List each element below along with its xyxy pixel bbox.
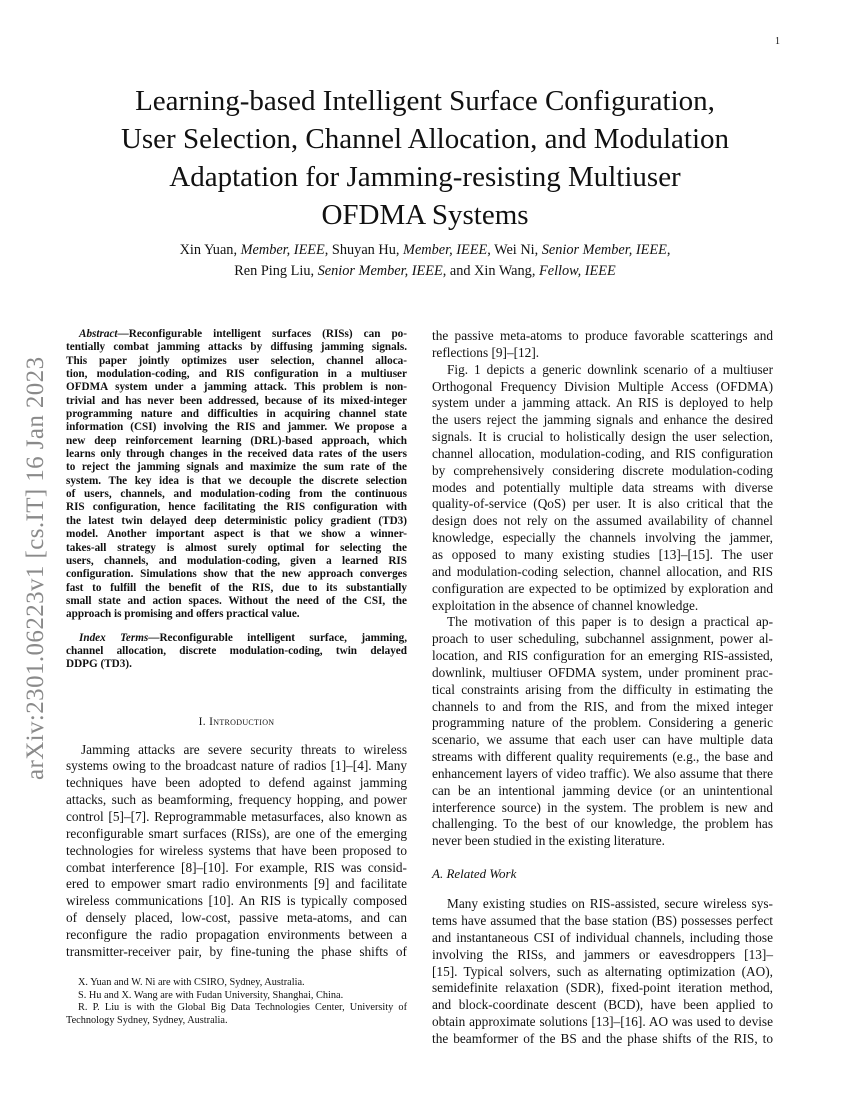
subsection-heading-related-work: A. Related Work <box>432 866 517 882</box>
abstract-line: new deep reinforcement learning (DRL)-based approach, which <box>66 434 407 447</box>
text-line: streams with different quality requirements (e.g., the base and <box>432 749 773 765</box>
abstract-line: programming nature and difficulties in acquiring channel state <box>66 408 407 421</box>
text-line: the beamformer of the BS and the phase shifts of the RIS, to <box>432 1030 773 1046</box>
abstract-line: OFDMA system under a jamming attack. This problem is non- <box>66 381 407 394</box>
text-line: scenario, we assume that each user can have multiple data <box>432 732 773 748</box>
text-line: control [5]–[7]. Reprogrammable metasurfaces, also known as <box>66 808 407 824</box>
index-terms <box>66 632 407 672</box>
text-line: technologies for wireless systems that have been proposed to <box>66 842 407 858</box>
abstract-line: configuration. Simulations show that the new approach converges <box>66 568 407 581</box>
text-line: modes and potentially multiple data streams with diverse <box>432 479 773 495</box>
abstract-line: Abstract—Reconfigurable intelligent surfaces (RISs) can po- <box>79 328 407 340</box>
text-line: of densely placed, low-cost, passive meta-atoms, and can <box>66 910 407 926</box>
text-line: exploitation in the absence of channel knowledge. <box>432 597 699 613</box>
text-line: obtain approximate solutions [13]–[16]. AO was used to devise <box>432 1014 773 1030</box>
text-line: and instantaneous CSI of individual channels, including those <box>432 929 773 945</box>
abstract-line: users, channels, and modulation-coding, given a learned RIS <box>66 554 407 567</box>
paragraph-continued <box>432 328 773 362</box>
text-line: and block-coordinate descent (BCD), have been applied to <box>432 997 773 1013</box>
abstract-line: model. Another important aspect is that we show a winner- <box>66 528 407 541</box>
text-line: the users reject the jamming signals and enhance the desired <box>432 412 773 428</box>
paragraph-related-work <box>432 896 773 1048</box>
title-line: User Selection, Channel Allocation, and Modulation <box>120 123 730 155</box>
author-membership: Member, IEEE <box>403 242 488 258</box>
text-line: attacks, such as beamforming, frequency hopping, and power <box>66 792 407 808</box>
text-line: the passive meta-atoms to produce favorable scatterings and <box>432 328 773 343</box>
footnote: Technology Sydney, Sydney, Australia. <box>66 1014 228 1026</box>
text-line: [15]. Typical solvers, such as alternating optimization (AO), <box>432 963 773 979</box>
abstract-line: information (CSI) involving the RIS and jammer. We propose a <box>66 421 407 434</box>
abstract-line: of users, channels, and modulation-coding from the continuous <box>66 488 407 501</box>
abstract-line: learns only through changes in the received data rates of the users <box>66 448 407 461</box>
page-number: 1 <box>775 36 780 47</box>
text-line: Orthogonal Frequency Division Multiple Access (OFDMA) <box>432 378 773 394</box>
text-line: can be an intentional jamming device (or an unintentional <box>432 782 773 798</box>
index-terms-line: DDPG (TD3). <box>66 658 132 671</box>
abstract-line: tentially combat jamming attacks by diffusing jamming signals. <box>66 341 407 354</box>
text-line: signals. It is crucial to holistically design the user selection, <box>432 429 773 445</box>
footnote: R. P. Liu is with the Global Big Data Technologies Center, University of <box>78 1002 407 1014</box>
text-line: design does not rely on the assumed availability of channel <box>432 513 773 529</box>
abstract-line: trivial and has never been addressed, because of its mixed-integer <box>66 394 407 407</box>
abstract-line: tion, modulation-coding, and RIS configuration in a multiuser <box>66 368 407 381</box>
footnote: X. Yuan and W. Ni are with CSIRO, Sydney, Australia. <box>78 977 305 988</box>
author-name: , and Xin Wang, <box>442 263 539 279</box>
author-membership: Senior Member, IEEE <box>541 242 667 258</box>
arxiv-identifier-stamp: arXiv:2301.06223v1 [cs.IT] 16 Jan 2023 <box>22 356 49 780</box>
text-line: as opposed to many existing studies [13]–[15]. The user <box>432 546 773 562</box>
text-line: enhancement layers of video traffic). We also assume that there <box>432 765 773 781</box>
abstract-line: RIS configuration, hence facilitating the RIS configuration with <box>66 501 407 514</box>
abstract-line: to reject the jamming signals and maximize the sum rate of the <box>66 461 407 474</box>
text-line: never been studied in the existing literature. <box>432 833 665 849</box>
section-heading-introduction: I. Introduction <box>198 715 275 728</box>
text-line: configuration are expected to be optimized by exploration and <box>432 580 773 596</box>
text-line: systems owing to the broadcast nature of radios [1]–[4]. Many <box>66 758 407 774</box>
text-line: The motivation of this paper is to design a practical ap- <box>447 614 773 630</box>
text-line: wireless communications [10]. An RIS is typically composed <box>66 893 407 909</box>
text-line: combat interference [8]–[10]. For example, RIS was consid- <box>66 859 407 875</box>
abstract-line: fast to fulfill the benefit of the RIS, due to its substantially <box>66 581 407 594</box>
text-line: by comprehensively considering discrete modulation-coding <box>432 462 773 478</box>
text-line: Fig. 1 depicts a generic downlink scenario of a multiuser <box>447 361 773 377</box>
introduction-paragraph <box>66 742 407 961</box>
text-line: interference source) in the system. The problem is new and <box>432 799 773 815</box>
text-line: reflections [9]–[12]. <box>432 344 540 360</box>
author-line <box>70 261 780 282</box>
footnotes <box>66 977 407 1027</box>
paragraph-fig1-scenario <box>432 362 773 615</box>
title-line: Adaptation for Jamming-resisting Multiuser <box>169 161 681 193</box>
index-terms-label: Index Terms <box>79 631 149 644</box>
title-line: Learning-based Intelligent Surface Configuration, <box>135 85 715 117</box>
index-terms-line: channel allocation, discrete modulation-coding, twin delayed <box>66 644 407 657</box>
text-line: knowledge, especially the channels involving the jammer, <box>432 530 773 546</box>
author-name: Ren Ping Liu, <box>234 263 318 279</box>
right-column <box>432 328 773 1048</box>
abstract-label: Abstract <box>79 328 118 340</box>
paper-title <box>70 82 780 234</box>
text-line: channels to and from the RIS, and from the mixed integer <box>432 698 773 714</box>
text-line: tems have assumed that the base station (BS) possesses perfect <box>432 913 773 928</box>
text-line: proach to user scheduling, subchannel assignment, power al- <box>432 631 773 647</box>
text-line: location, and RIS configuration for an emerging RIS-assisted, <box>432 648 773 664</box>
text-line: techniques have been adopted to defend against jamming <box>66 775 407 791</box>
text-line: and modulation-coding selection, channel allocation, and RIS <box>432 563 773 579</box>
footnote: S. Hu and X. Wang are with Fudan University, Shanghai, China. <box>78 989 344 1001</box>
abstract-line: This paper jointly optimizes user selection, channel alloca- <box>66 354 407 367</box>
author-line <box>70 240 780 261</box>
abstract-line: small state and action spaces. Without the need of the CSI, the <box>66 594 407 607</box>
abstract <box>66 328 407 622</box>
text-line: transmitter-receiver pair, by fine-tuning the phase shifts of <box>66 943 407 959</box>
author-membership: Senior Member, IEEE <box>317 263 443 279</box>
abstract-line: the latest twin delayed deep deterministic policy gradient (TD3) <box>66 514 407 527</box>
text-line: ered to empower smart radio environments [9] and facilitate <box>66 876 407 892</box>
author-name: Xin Yuan, <box>179 242 241 258</box>
author-name: , Wei Ni, <box>487 242 542 258</box>
author-membership: Member, IEEE <box>240 242 325 258</box>
abstract-line: approach is promising and offers practical value. <box>66 608 300 621</box>
text-line: involving the RISs, and jammers or eavesdroppers [13]– <box>432 946 773 962</box>
text-line: downlink, multiuser OFDMA system, under prominent prac- <box>432 664 773 680</box>
text-line: reconfigure the radio propagation environments between a <box>66 926 407 942</box>
text-line: programming nature of the problem. Considering a generic <box>432 715 773 731</box>
text-line: tical constraints arising from the difficulty in estimating the <box>432 681 773 697</box>
index-terms-line: Index Terms—Reconfigurable intelligent surface, jamming, <box>79 631 407 644</box>
author-list <box>70 240 780 282</box>
text-line: challenging. To the best of our knowledge, the problem has <box>432 816 773 832</box>
left-column <box>66 328 407 961</box>
text-line: Jamming attacks are severe security threats to wireless <box>81 741 407 757</box>
author-membership: Fellow, IEEE <box>538 263 616 279</box>
text-line: reconfigurable smart surfaces (RISs), are one of the emerging <box>66 825 407 841</box>
author-name: , <box>666 242 671 258</box>
text-line: semidefinite relaxation (SDR), fixed-point iteration method, <box>432 980 773 996</box>
text-line: quality-of-service (QoS) per user. It is also critical that the <box>432 496 773 512</box>
author-name: , Shuyan Hu, <box>324 242 404 258</box>
text-line: system under a jamming attack. An RIS is deployed to help <box>432 395 773 411</box>
abstract-line: takes-all strategy is almost surely optimal for selecting the <box>66 541 407 554</box>
title-line: OFDMA Systems <box>321 199 529 231</box>
abstract-line: system. The key idea is that we decouple the discrete selection <box>66 474 407 487</box>
paragraph-motivation <box>432 614 773 850</box>
text-line: Many existing studies on RIS-assisted, secure wireless sys- <box>447 896 773 912</box>
text-line: channel allocation, modulation-coding, and RIS configuration <box>432 445 773 461</box>
